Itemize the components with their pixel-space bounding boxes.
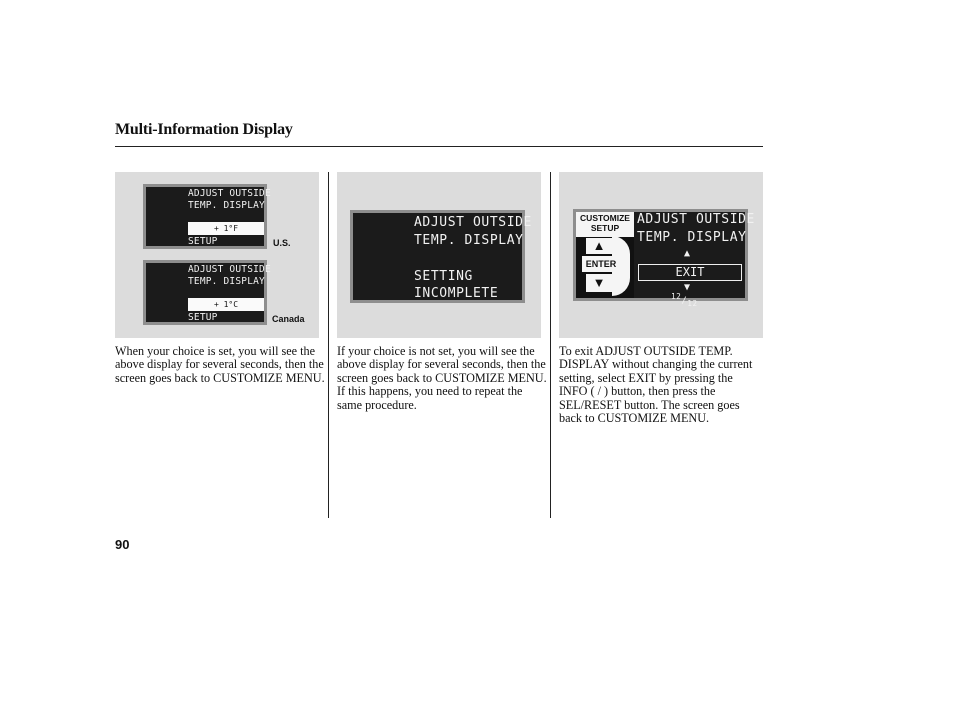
column-divider [328, 172, 329, 518]
customize-setup-label [576, 212, 634, 237]
display-line-3: SETTING [414, 269, 473, 284]
value-bar: + 1°C [188, 298, 264, 311]
page-counter-den: 12 [687, 298, 698, 308]
side-title-line-1: CUSTOMIZE [580, 213, 630, 223]
side-title-line-2: SETUP [590, 223, 620, 233]
title-rule [115, 146, 763, 147]
exit-option: EXIT [638, 264, 742, 281]
up-arrow-icon: ▲ [586, 238, 612, 254]
page-counter: $^{12}/_{12}$ [671, 292, 698, 308]
page-counter-num: 12 [671, 292, 682, 301]
display-canada [143, 260, 271, 325]
customize-side-panel [576, 212, 634, 298]
down-arrow-icon: ▼ [586, 274, 612, 292]
page-title: Multi-Information Display [115, 121, 293, 138]
column-text-2: If your choice is not set, you will see the above display for several seconds, then the screen goes back to CUSTOMIZE MENU. If this happens, you need to repeat the same procedure. [337, 344, 547, 412]
display-us [143, 184, 271, 249]
region-label-us: U.S. [273, 238, 291, 248]
enter-label: ENTER [582, 256, 620, 272]
figure-panel-incomplete [337, 172, 541, 338]
display-line-1: ADJUST OUTSIDE [188, 264, 271, 275]
page-number: 90 [115, 537, 130, 552]
display-line-2: TEMP. DISPLAY [188, 276, 265, 287]
display-footer: SETUP [188, 312, 218, 323]
display-footer: SETUP [188, 236, 218, 247]
display-incomplete [350, 210, 532, 303]
column-text-1: When your choice is set, you will see the above display for several seconds, then the screen goes back to CUSTOMIZE MENU. [115, 344, 325, 385]
display-line-1: ADJUST OUTSIDE [414, 215, 532, 230]
column-divider [550, 172, 551, 518]
value-bar: + 1°F [188, 222, 264, 235]
display-exit [573, 209, 755, 308]
display-line-2: TEMP. DISPLAY [414, 233, 524, 248]
region-label-canada: Canada [272, 314, 305, 324]
display-line-1: ADJUST OUTSIDE [637, 212, 755, 227]
scroll-up-icon: ▲ [684, 248, 691, 259]
display-line-4: INCOMPLETE [414, 286, 499, 301]
display-line-2: TEMP. DISPLAY [637, 230, 747, 245]
figure-panel-us-canada [115, 172, 319, 338]
display-line-1: ADJUST OUTSIDE [188, 188, 271, 199]
figure-panel-exit [559, 172, 763, 338]
column-text-3: To exit ADJUST OUTSIDE TEMP. DISPLAY without changing the current setting, select EXIT by pressing the INFO ( / ) button, then press the SEL/RESET button. The screen goes back to CUSTOMIZE MENU. [559, 344, 753, 426]
scroll-down-icon: ▼ [684, 282, 691, 293]
display-line-2: TEMP. DISPLAY [188, 200, 265, 211]
